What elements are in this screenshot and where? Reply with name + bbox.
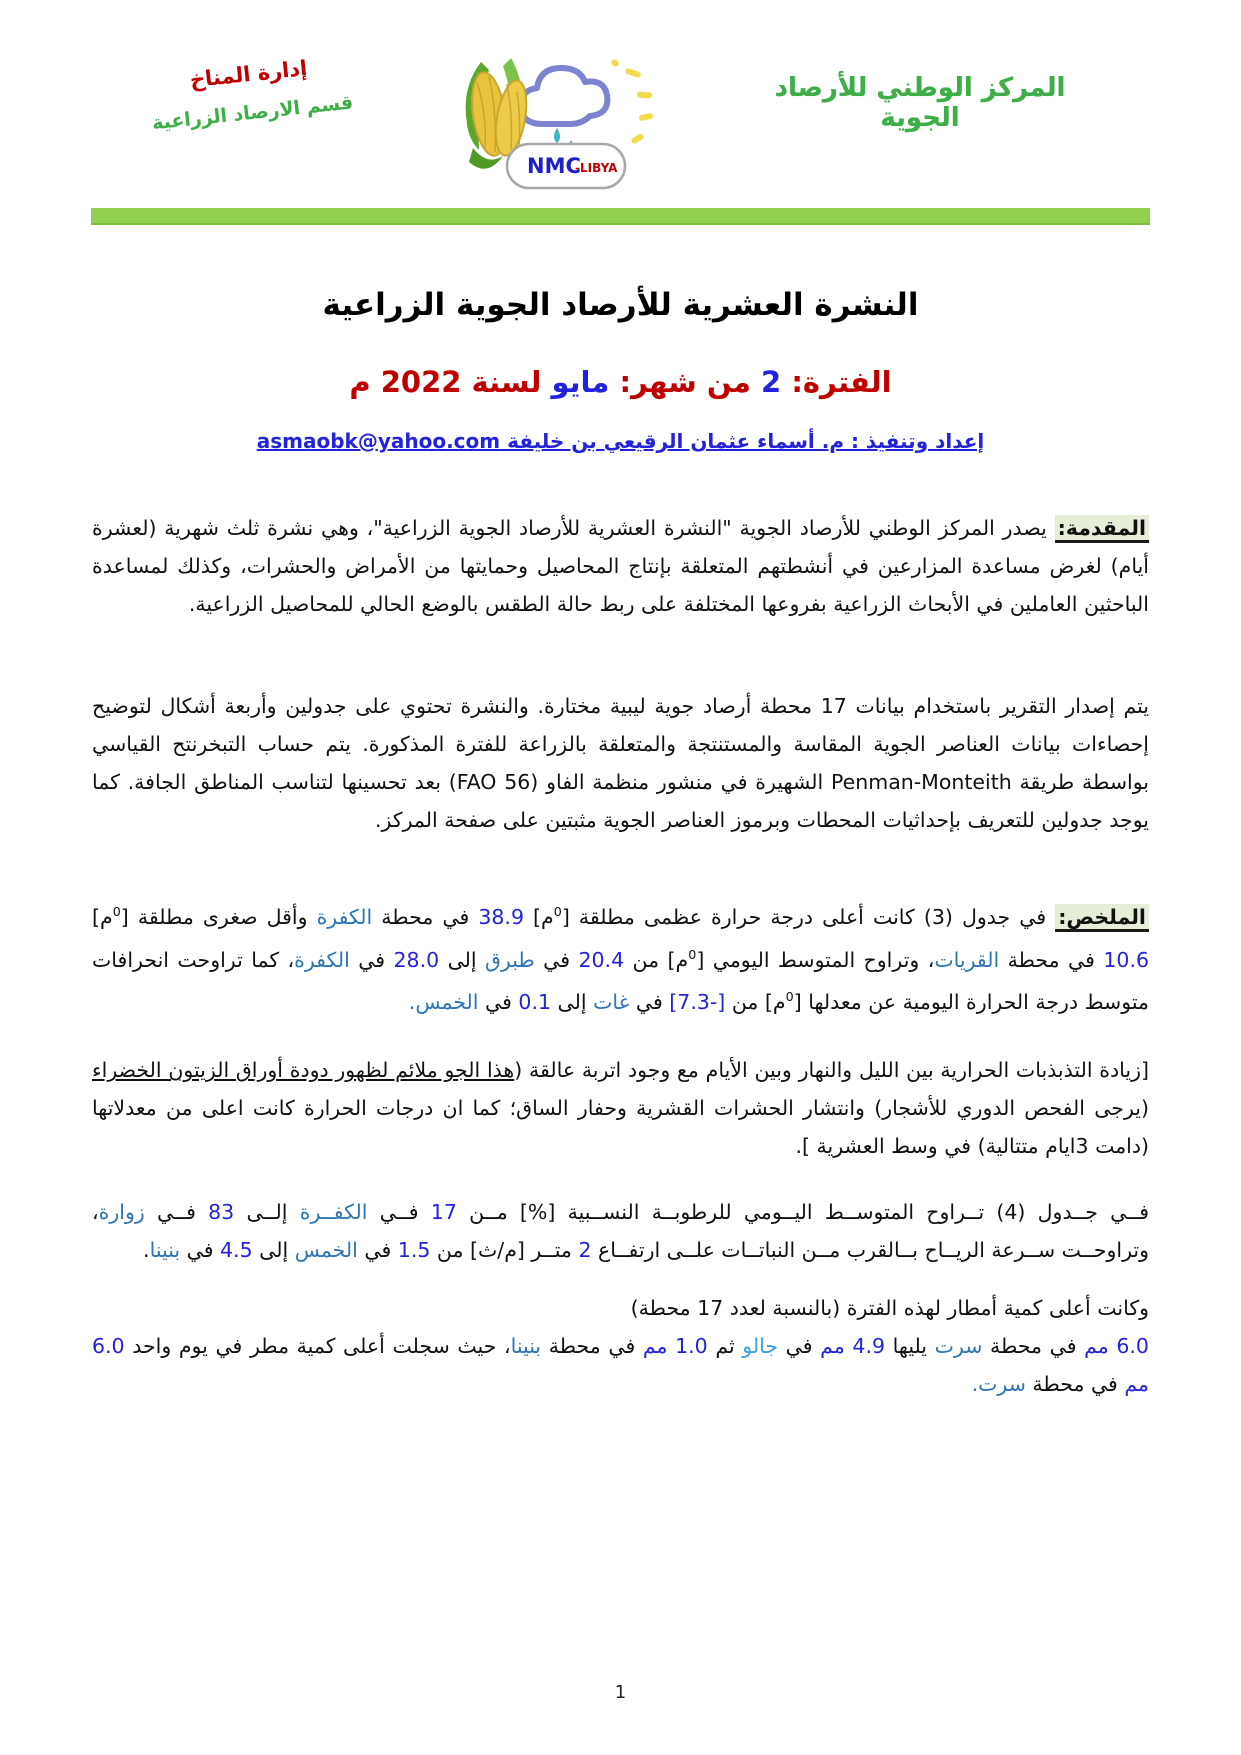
text-segment: يليها: [885, 1334, 935, 1359]
text-segment: الكفرة: [294, 947, 350, 972]
text-segment: في محطة: [982, 1334, 1085, 1359]
rainfall-paragraph: [92, 1289, 1149, 1403]
text-segment: لسنة 2022 م: [349, 365, 542, 399]
text-segment: طبرق: [485, 947, 535, 972]
summary-paragraph: [92, 893, 1149, 1021]
text-segment: في محطة: [541, 1334, 643, 1359]
text-segment: في: [478, 990, 519, 1015]
text-segment: في: [357, 1238, 398, 1263]
text-segment: القريات: [934, 947, 1000, 972]
intro-heading: المقدمة:: [1055, 515, 1149, 543]
text-segment: في محطة: [1025, 1372, 1125, 1397]
text-segment: فــي جــدول (4) تــراوح المتوســط اليــومي للرطوبــة النســبية [%] مــن: [456, 1200, 1150, 1225]
text-segment: 2: [761, 365, 782, 399]
text-segment: في: [349, 947, 394, 972]
text-segment: الخمس: [294, 1238, 358, 1263]
department-block: [135, 50, 365, 135]
text-segment: ، وتراوحــت ســرعة الريــاح بــالقرب مــن النباتــات علــى ارتفــاع: [92, 1200, 1149, 1263]
text-segment: إلى: [252, 1238, 295, 1263]
text-segment: م]: [524, 904, 554, 929]
text-segment: م] من: [725, 990, 786, 1015]
text-segment: في محطة: [372, 904, 479, 929]
text-segment: 17: [430, 1200, 457, 1225]
text-segment: هذا الجو ملائم لظهور دودة أوراق الزيتون الخضراء: [92, 1058, 515, 1083]
nmc-text: NMC: [527, 154, 581, 178]
agri-section-label: قسم الارصاد الزراعية: [151, 91, 355, 135]
nmc-logo: [415, 52, 675, 197]
text-segment: ثم: [707, 1334, 743, 1359]
text-segment: 28.0: [393, 947, 440, 972]
intro-paragraph: [92, 509, 1149, 623]
period-line: [92, 365, 1149, 399]
text-segment: (يرجى الفحص الدوري للأشجار) وانتشار الحشرات القشرية وحفار الساق؛ كما ان درجات الحرارة كانت اعلى من معدلاتها (دامت 3ايام متتالية) في وسط العشرية ].: [92, 1096, 1149, 1159]
text-segment: 1.5: [397, 1238, 431, 1263]
text-segment: 6.0 مم: [92, 1334, 1149, 1397]
page-number: 1: [614, 1682, 627, 1703]
text-segment: [زيادة التذبذبات الحرارية بين الليل والنهار وبين الأيام مع وجود اتربة عالقة (: [514, 1058, 1149, 1083]
text-segment: في: [534, 947, 579, 972]
text-segment: من شهر:: [609, 365, 762, 399]
text-segment: .: [143, 1238, 150, 1263]
org-title: المركز الوطني للأرصاد الجوية: [774, 73, 1066, 133]
text-segment: فــي: [144, 1200, 209, 1225]
text-segment: 0.1: [518, 990, 552, 1015]
text-segment: الخمس: [415, 990, 479, 1015]
rainfall-details: [92, 1334, 1149, 1396]
email-link[interactable]: asmaobk@yahoo.com: [256, 429, 501, 453]
page-header: [0, 0, 1241, 208]
text-segment: مايو: [541, 365, 610, 399]
text-segment: بنينا: [510, 1334, 542, 1359]
cloud-icon: [521, 68, 607, 155]
text-segment: .: [971, 1372, 979, 1397]
bulletin-title: النشرة العشرية للأرصاد الجوية الزراعية: [322, 287, 919, 323]
nmc-libya-badge: [507, 144, 625, 188]
text-segment: ، كما تراوحت انحرافات متوسط درجة الحرارة اليومية عن معدلها [: [92, 947, 1149, 1015]
climate-dept-label: إدارة المناخ: [188, 56, 309, 93]
text-segment: 2: [578, 1238, 592, 1263]
text-segment: 4.5: [220, 1238, 253, 1263]
text-segment: سرت: [934, 1334, 983, 1359]
text-segment: 0: [688, 946, 697, 962]
text-segment: م] من: [624, 947, 689, 972]
text-segment: 1.0 مم: [642, 1334, 708, 1359]
text-segment: الفترة:: [781, 365, 892, 399]
prepared-by-text: إعداد وتنفيذ : م. أسماء عثمان الرقيعي بن خليفة: [500, 429, 985, 453]
text-segment: 4.9 مم: [820, 1334, 886, 1359]
text-segment: وأقل صغرى مطلقة [: [120, 904, 317, 929]
text-segment: 10.6: [1103, 947, 1150, 972]
humidity-wind-paragraph: [92, 1193, 1149, 1269]
text-segment: الكفــرة: [299, 1200, 368, 1225]
header-divider-bar: [91, 208, 1150, 225]
text-segment: الكفرة: [316, 904, 373, 929]
libya-text: -LIBYA: [575, 161, 618, 175]
text-segment: .: [408, 990, 416, 1015]
text-segment: إلى: [439, 947, 486, 972]
text-segment: في: [778, 1334, 821, 1359]
text-segment: م]: [92, 904, 113, 929]
text-segment: فــي: [367, 1200, 431, 1225]
sun-rays-icon: [610, 58, 653, 145]
rainfall-intro-line: وكانت أعلى كمية أمطار لهذه الفترة (بالنسبة لعدد 17 محطة): [630, 1296, 1149, 1321]
text-segment: في جدول (3) كانت أعلى درجة حرارة عظمى مطلقة [: [561, 904, 1056, 929]
intro-body: يصدر المركز الوطني للأرصاد الجوية "النشرة العشرية للأرصاد الجوية الزراعية"، وهي نشرة ثلث شهرية (لعشرة أيام) لغرض مساعدة المزارعين في أنشطتهم المتعلقة بإنتاج المحاصيل وحمايتها من الأمراض والحشرات، وكذلك لمساعدة الباحثين العاملين في الأبحاث الزراعية بفروعها المختلفة على ربط حالة الطقس بالوضع الحالي للمحاصيل الزراعية.: [92, 516, 1149, 616]
text-segment: جالو: [742, 1334, 779, 1359]
text-segment: 20.4: [578, 947, 625, 972]
advisory-note-paragraph: [92, 1051, 1149, 1165]
text-segment: سرت: [978, 1372, 1026, 1397]
text-segment: [-7.3]: [669, 990, 726, 1015]
methodology-paragraph: يتم إصدار التقرير باستخدام بيانات 17 محطة أرصاد جوية ليبية مختارة. والنشرة تحتوي على جدولين وأربعة أشكال لتوضيح إحصاءات بيانات العناصر الجوية المقاسة والمستنتجة والمتعلقة بالزراعة للفترة المذكورة. يتم حساب التبخرنتح القياسي بواسطة طريقة Penman-Monteith الشهيرة في منشور منظمة الفاو (FAO 56) بعد تحسينها لتناسب المناطق الجافة. كما يوجد جدولين للتعريف بإحداثيات المحطات وبرموز العناصر الجوية مثبتين على صفحة المركز.: [92, 694, 1149, 832]
text-segment: ، حيث سجلت أعلى كمية مطر في يوم واحد: [124, 1334, 511, 1359]
text-segment: في: [629, 990, 670, 1015]
text-segment: 0: [553, 904, 562, 919]
text-segment: 6.0 مم: [1084, 1334, 1149, 1359]
text-segment: في محطة: [999, 947, 1104, 972]
byline: [92, 429, 1149, 453]
text-segment: 38.9: [478, 904, 524, 929]
text-segment: 83: [208, 1200, 235, 1225]
summary-body: [92, 905, 1149, 1015]
text-segment: 0: [112, 904, 121, 919]
text-segment: 0: [785, 989, 794, 1005]
text-segment: بنينا: [149, 1238, 181, 1263]
text-segment: ، وتراوح المتوسط اليومي [: [696, 947, 935, 972]
text-segment: إلى: [551, 990, 594, 1015]
text-segment: في: [180, 1238, 221, 1263]
text-segment: غات: [593, 990, 630, 1015]
summary-heading: الملخص:: [1055, 904, 1149, 932]
text-segment: متــر [م/ث] من: [430, 1238, 579, 1263]
document-body: [0, 287, 1241, 1403]
text-segment: زوارة: [98, 1200, 145, 1225]
text-segment: إلــى: [234, 1200, 300, 1225]
